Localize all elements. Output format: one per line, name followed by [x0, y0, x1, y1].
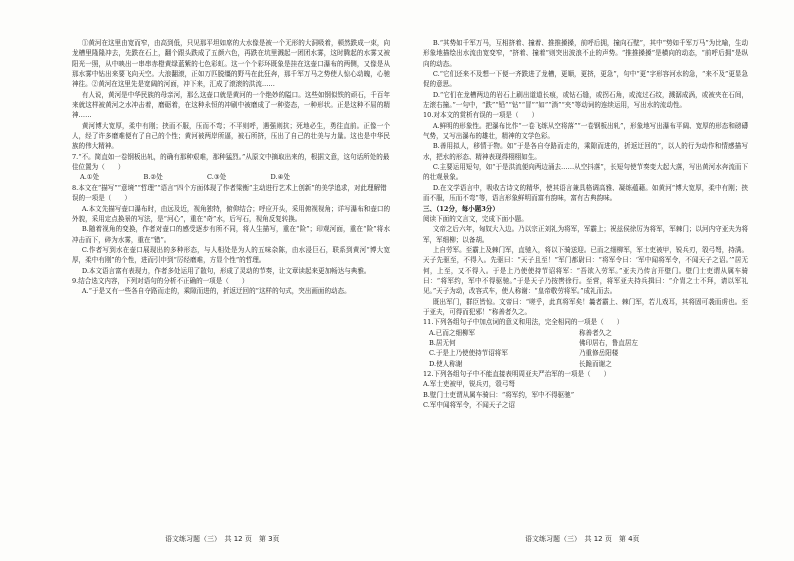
question-11-options — [423, 328, 748, 369]
page-footer: 语文练习题（三） 共 12 页 第 3页 — [165, 535, 280, 543]
option-c-right: 乃重修岳阳楼 — [579, 349, 619, 358]
page-4 — [413, 0, 758, 561]
option-c: C.作者写到水在壶口展现出的多种形态，与人相处是为人的五味杂陈，由水浸巨石，联系到黄河“博大宽厚，柔中有刚”的个性，进而引申到“厉经磨难，方显个性”的哲理。 — [72, 245, 390, 265]
option-c: C.③处 — [206, 173, 227, 182]
passage-paragraph: 黄河博大宽厚，柔中有刚；挟而不服，压而不弯；不平则呼，遇强则抗；死地必生，勇往直前。正像一个人，经了许多磨难便有了自己的个性；黄河被两岸所逼，被石所挤，压出了自己的壮美与力量。这也是中华民族的伟大精神。 — [72, 121, 390, 151]
option-a: A.鲜明的形象性。把瀑布比作“一卷飞练从空将落”“一卷钢板出轧”，形象地写出瀑布平阔、宽厚的形态和磅礴气势，又写出瀑布的雄壮，精神的文学色彩。 — [423, 121, 748, 141]
question-7-options — [80, 172, 290, 182]
option-b: B.善用拟人，移情于物。如“于是各自夺路而走的，乘隙而进的，折返迂回的”，以人的行为动作和情感描写水，把水的形态、精神表现得栩栩如生。 — [423, 142, 748, 161]
option-c-left: C.于是上乃使使持节诏将军 — [429, 349, 508, 358]
option-a: A.军士吏被甲，锐兵刃，彀弓弩 — [423, 380, 515, 389]
option-c: C.主要运用短句，如“于是洪流便向两边涌去……从空抖落”，长短句使节奏变大起大落，写出黄河水奔流而下的壮观景象。 — [423, 163, 748, 182]
section-heading: 三、（12分，每小题3分） — [423, 204, 499, 213]
option-c: C.“它们还来不及想一下便一齐跌进了龙槽，更顺，更挤，更急”，句中“更”字形容河水的急，“来不及”更显急促的意思。 — [423, 70, 748, 89]
option-a-right: 称善者久之 — [579, 328, 612, 337]
question-8: 8.本文在“描写”“意境”“哲理”“语言”四个方面体现了作者梁衡“主动进行艺术上创新”的美学追求，对此理解错误的一项是（ ） — [72, 183, 387, 203]
option-d: D.本文语言富有表现力，作者多处运用了散句，形成了灵动的节奏，让文章读起来更加畅达与典雅。 — [81, 266, 371, 275]
classical-passage: 上自劳军。至霸上及棘门军，直驰入，将以下骑送迎。已而之细柳军，军士吏被甲，锐兵刃，彀弓弩，持满。天子先驱至，不得入。先驱曰：“天子且至！”军门都尉曰：“将军令曰：‘军中闻将军令，不闻天子之诏。’”居无何，上至，又不得入。于是上乃使使持节诏将军：“吾欲入劳军。”亚夫乃传言开壁门。壁门士吏谓从属车骑曰：“将军约，军中不得驱驰。”于是天子乃按辔徐行。至营，将军亚夫持兵揖曰：“介胄之士不拜，请以军礼见。”天子为动，改容式车，使人称谢：“皇帝敬劳将军。”成礼而去。 — [423, 245, 748, 296]
option-b-left: B.居无何 — [429, 338, 456, 347]
passage-paragraph: ①黄河在这里由宽而窄，由高到低，只见那平坦如席的大水像是被一个无形的大洞吸着，顿然跌成一束，向龙槽里隆隆冲去，先跌在石上，翻个跟头跌成了五颜六色，再跌在坑里溅起一团团水雾，这时腾起的水雾又被阳光一照，从中映出一串串赤橙黄绿蓝紫的七色彩虹。这一个个彩环既象是挂在这壶口瀑布的两侧，又像是从那水雾中钻出来要飞向天空。大浪翻滚，正如万匹脱缰的野马在此狂奔，那千军万马之势使人惊心动魄，心驰神往。②黄河在这里先是宽阔的河面，冲下来，汇成了滚滚的洪流…… — [72, 39, 390, 89]
option-b-right: 佛印居右，鲁直居左 — [579, 338, 638, 347]
passage-paragraph: 有人说，黄河是中华民族的母亲河，那么这壶口就是黄河的一个绝妙的隘口。这些如钢似铁的顽石，千百年来就这样被黄河之水冲击着，磨砺着，在这种永恒的冲刷中被磨成了一种姿态，一种形状。正是这种不屈的精神…… — [72, 90, 390, 120]
option-a: A.本文先描写壶口瀑布时，由远及近，视角独特，俯仰结合；呼应开头，采用俯视视角；详写瀑布和壶口的外貌，采用定点换景的写法，是“河心”，重在“奇”水，后写石，视角反复转换。 — [72, 204, 390, 223]
page-footer: 语文练习题（三） 共 12 页 第 4页 — [525, 535, 640, 543]
page-3 — [62, 0, 400, 561]
question-11: 11.下列各组句子中加点词的意义和用法，完全相同的一项是（ ） — [423, 318, 624, 327]
question-7: 7.“不。简直如一卷钢板出轧，的确有那种艰难，那种猛烈。”从原文中摘取出来的，根据文意，这句话所处的最佳位置为（ ） — [72, 152, 390, 172]
option-d: D.“它们在龙槽两边的岩石上刷出道道长痕，或钻石缝，或拐石角，或流过石纹，溅潺成涡，或被夹在石间，左滚右撞。”一句中，“跌”“铅”“钻”“冒”“如”“淌”“夹”等动词的连续运用，写出水的流动性。 — [423, 90, 748, 110]
option-b: B.②处 — [143, 173, 163, 182]
classical-passage: 文帝之后六年，匈奴大入边。乃以宗正刘礼为将军，军霸上；祝兹侯徐厉为将军，军棘门；以河内守亚夫为将军，军细柳；以备胡。 — [423, 225, 748, 244]
section-instruction: 阅读下面的文言文，完成下面小题。 — [423, 214, 528, 223]
option-b: B.随着视角的变换，作者对壶口的感受逐步有所不同，将人生描写，重在“险”；印观河面，重在“险”将水冲击而下，碎为水雾，重在“错”。 — [72, 225, 390, 244]
option-d-right: 长跪而谢之 — [579, 359, 612, 368]
option-c: C.军中闻将军令，不闻天子之诏 — [423, 401, 515, 410]
option-a-left: A.已而之细柳军 — [429, 328, 476, 337]
question-10: 10.对本文的赏析有误的一项是（ ） — [423, 111, 539, 120]
question-9: 9.结合选文内容，下列对语句的分析不正确的一项是（ ） — [72, 276, 249, 285]
option-b: B.“其势如千军万马，互相挤着、撞着、推推搡搡，前呼后拥，撞向石壁”，其中“势如千军万马”为比喻，生动形象地描绘出水流由宽变窄，“挤着、撞着”则突出波浪不止的声势。“推推搡搡”是横向的动态，“前呼后拥”是纵向的动态。 — [423, 39, 748, 68]
option-d: D.在文学语言中，吸收古诗文的精华，使其语言兼具格调高雅、凝练蕴藉。如黄河“博大宽厚，柔中有刚；挟而不服，压而不弯”等，语言形象鲜明而富有韵味，富有古典韵味。 — [423, 183, 748, 203]
option-d: D.④处 — [270, 173, 290, 182]
option-b: B.壁门士吏谓从属车骑曰：“将军约，军中不得驱驰” — [423, 390, 575, 399]
classical-passage: 既出军门，群臣皆惊。文帝曰：“嗟乎，此真将军矣！曩者霸上、棘门军，若儿戏耳，其将固可袭而虏也。至于亚夫，可得而犯邪！”称善者久之。 — [423, 297, 748, 316]
option-a: A.①处 — [80, 173, 100, 182]
option-d-left: D.使人称谢 — [429, 359, 463, 368]
option-a: A.“于是又有一些各自夺路而走的，乘隙而进的，折返迂回的”这样的句式，突出画面的动态。 — [81, 287, 351, 296]
question-12: 12.下列各组句子中不能直接表明周亚夫严治军的一项是（ ） — [423, 370, 611, 378]
